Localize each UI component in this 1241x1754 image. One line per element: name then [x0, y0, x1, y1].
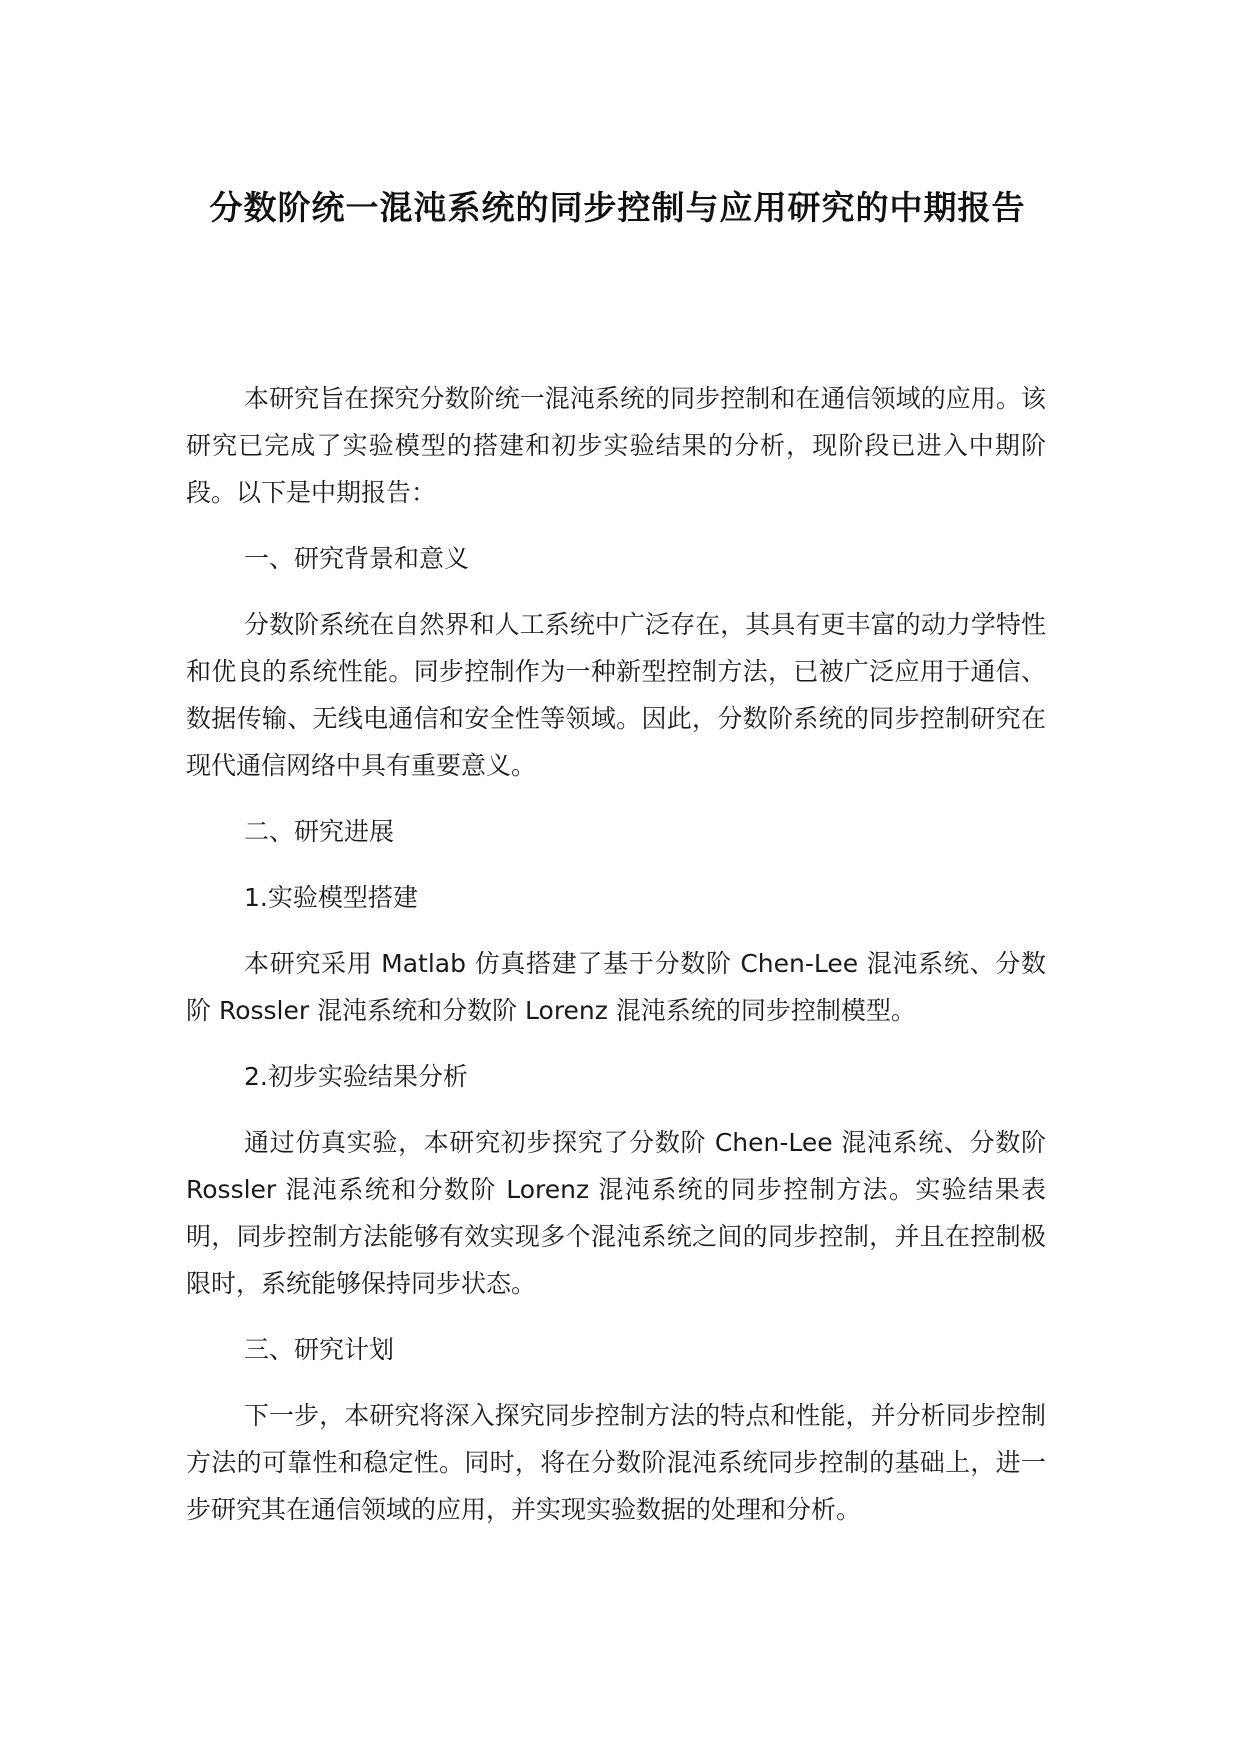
subsection-paragraph-model: 本研究采用 Matlab 仿真搭建了基于分数阶 Chen-Lee 混沌系统、分数阶 Rossler 混沌系统和分数阶 Lorenz 混沌系统的同步控制模型。 — [186, 949, 1046, 1025]
section-paragraph-background: 分数阶系统在自然界和人工系统中广泛存在，其具有更丰富的动力学特性和优良的系统性能。同步控制作为一种新型控制方法，已被广泛应用于通信、数据传输、无线电通信和安全性等领域。因此，分数阶系统的同步控制研究在现代通信网络中具有重要意义。 — [186, 610, 1046, 780]
subsection-heading-results: 2.初步实验结果分析 — [244, 1062, 468, 1091]
document-body — [186, 375, 1046, 1552]
subsection-heading-model: 1.实验模型搭建 — [244, 883, 418, 912]
section-heading-background: 一、研究背景和意义 — [244, 544, 470, 573]
section-heading-plan: 三、研究计划 — [244, 1335, 395, 1364]
section-heading-progress: 二、研究进展 — [244, 817, 395, 846]
section-paragraph-plan: 下一步，本研究将深入探究同步控制方法的特点和性能，并分析同步控制方法的可靠性和稳定性。同时，将在分数阶混沌系统同步控制的基础上，进一步研究其在通信领域的应用，并实现实验数据的处理和分析。 — [186, 1401, 1046, 1524]
document-title: 分数阶统一混沌系统的同步控制与应用研究的中期报告 — [209, 188, 1026, 227]
subsection-paragraph-results: 通过仿真实验，本研究初步探究了分数阶 Chen-Lee 混沌系统、分数阶 Rossler 混沌系统和分数阶 Lorenz 混沌系统的同步控制方法。实验结果表明，同步控制方法能够有效实现多个混沌系统之间的同步控制，并且在控制极限时，系统能够保持同步状态。 — [186, 1128, 1046, 1298]
intro-paragraph: 本研究旨在探究分数阶统一混沌系统的同步控制和在通信领域的应用。该研究已完成了实验模型的搭建和初步实验结果的分析，现阶段已进入中期阶段。以下是中期报告： — [186, 384, 1046, 507]
